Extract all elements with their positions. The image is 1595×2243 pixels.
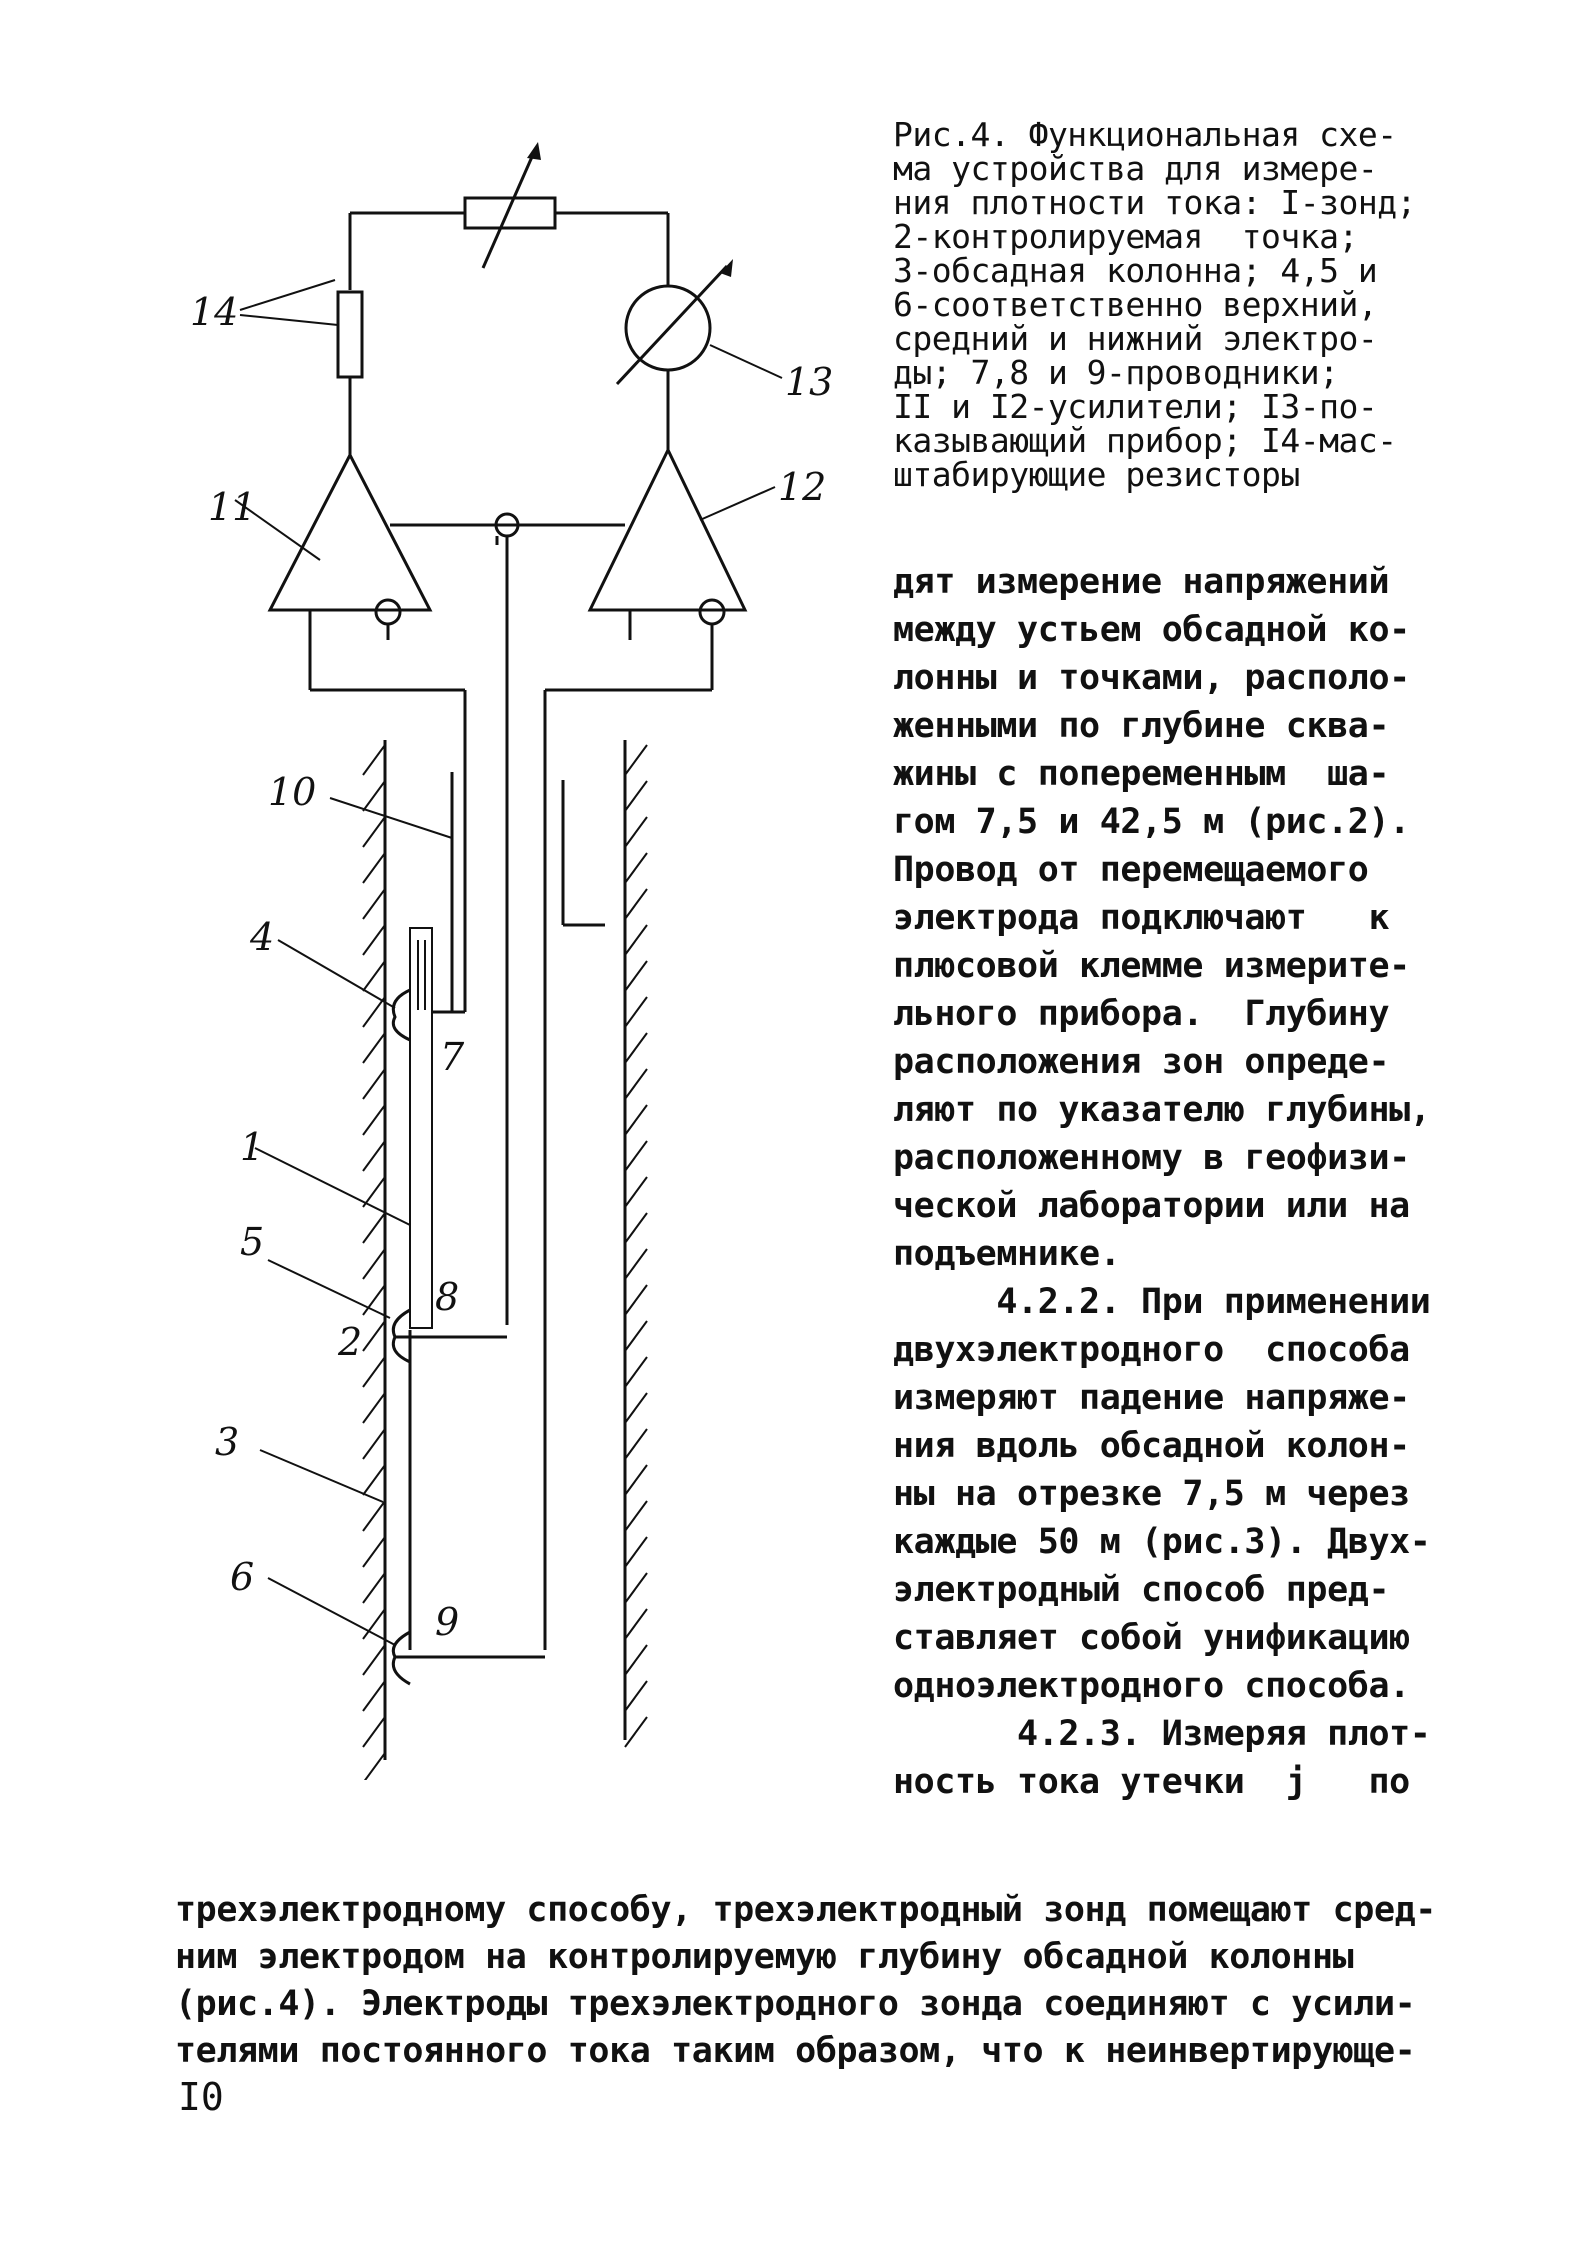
- hatch-mark: [363, 1717, 385, 1747]
- scaling-resistor: [338, 292, 362, 455]
- caption-line: 3-обсадная колонна; 4,5 и: [893, 251, 1378, 290]
- caption-line: ма устройства для измере-: [893, 149, 1378, 188]
- hatch-mark: [625, 1609, 647, 1639]
- casing-left-hatch: [363, 745, 385, 1780]
- caption-line: казывающий прибор; I4-мас-: [893, 421, 1397, 460]
- hatch-mark: [363, 925, 385, 955]
- caption-line: ния плотности тока: I-зонд;: [893, 183, 1416, 222]
- text-line: женными по глубине сква-: [893, 706, 1390, 746]
- text-line: льного прибора. Глубину: [893, 994, 1390, 1034]
- hatch-mark: [625, 817, 647, 847]
- hatch-mark: [625, 1141, 647, 1171]
- hatch-mark: [363, 1105, 385, 1135]
- hatch-mark: [625, 1249, 647, 1279]
- text-line: каждые 50 м (рис.3). Двух-: [893, 1522, 1431, 1562]
- hatch-mark: [625, 1573, 647, 1603]
- hatch-mark: [363, 1753, 385, 1780]
- text-line: расположенному в геофизи-: [893, 1138, 1410, 1178]
- text-line: электродный способ пред-: [893, 1570, 1390, 1610]
- text-line: электрода подключают к: [893, 898, 1390, 938]
- hatch-mark: [363, 1033, 385, 1063]
- label-4: 4: [250, 915, 275, 959]
- hatch-mark: [625, 781, 647, 811]
- label-6: 6: [230, 1555, 255, 1599]
- text-line: расположения зон опреде-: [893, 1042, 1390, 1082]
- label-8: 8: [435, 1275, 460, 1319]
- hatch-mark: [363, 853, 385, 883]
- hatch-mark: [363, 1645, 385, 1675]
- hatch-mark: [363, 1501, 385, 1531]
- text-line: одноэлектродного способа.: [893, 1666, 1410, 1706]
- hatch-mark: [363, 1393, 385, 1423]
- variable-resistor: [465, 142, 555, 268]
- text-line: 4.2.3. Измеряя плот-: [893, 1714, 1431, 1754]
- hatch-mark: [625, 1105, 647, 1135]
- hatch-mark: [625, 1177, 647, 1207]
- text-line: гом 7,5 и 42,5 м (рис.2).: [893, 802, 1410, 842]
- hatch-mark: [363, 889, 385, 919]
- label-7: 7: [440, 1035, 465, 1079]
- hatch-mark: [363, 997, 385, 1027]
- text-line: лонны и точками, располо-: [893, 658, 1410, 698]
- caption-line: 6-соответственно верхний,: [893, 285, 1378, 324]
- hatch-mark: [363, 1213, 385, 1243]
- hatch-mark: [363, 745, 385, 775]
- hatch-mark: [363, 1321, 385, 1351]
- label-12: 12: [778, 465, 827, 509]
- hatch-mark: [625, 1537, 647, 1567]
- hatch-mark: [625, 1429, 647, 1459]
- hatch-mark: [363, 1681, 385, 1711]
- label-10: 10: [268, 770, 317, 814]
- label-9: 9: [435, 1600, 460, 1644]
- hatch-mark: [363, 1357, 385, 1387]
- label-5: 5: [240, 1220, 265, 1264]
- hatch-mark: [363, 961, 385, 991]
- hatch-mark: [363, 1429, 385, 1459]
- hatch-mark: [625, 925, 647, 955]
- hatch-mark: [625, 889, 647, 919]
- hatch-mark: [625, 1681, 647, 1711]
- hatch-mark: [363, 1069, 385, 1099]
- hatch-mark: [625, 1033, 647, 1063]
- meter-instrument: [617, 259, 733, 450]
- hatch-mark: [363, 1249, 385, 1279]
- functional-diagram: [0, 0, 880, 1780]
- hatch-mark: [625, 1285, 647, 1315]
- text-line: трехэлектродному способу, трехэлектродный зонд помещают сред-: [175, 1890, 1436, 1930]
- text-line: двухэлектродного способа: [893, 1330, 1410, 1370]
- hatch-mark: [363, 781, 385, 811]
- text-line: дят измерение напряжений: [893, 562, 1390, 602]
- text-line: ляют по указателю глубины,: [893, 1090, 1431, 1130]
- electrode-4: [393, 990, 410, 1040]
- hatch-mark: [363, 1573, 385, 1603]
- hatch-mark: [625, 1213, 647, 1243]
- full-width-body-text: [175, 1887, 1575, 2075]
- well-right-bracket: [563, 780, 605, 925]
- mid-connection: [390, 514, 625, 1325]
- text-line: измеряют падение напряже-: [893, 1378, 1410, 1418]
- text-line: между устьем обсадной ко-: [893, 610, 1410, 650]
- hatch-mark: [625, 1321, 647, 1351]
- hatch-mark: [625, 961, 647, 991]
- label-13: 13: [785, 360, 834, 404]
- hatch-mark: [625, 1069, 647, 1099]
- hatch-mark: [625, 853, 647, 883]
- caption-line: II и I2-усилители; I3-по-: [893, 387, 1378, 426]
- hatch-mark: [625, 1393, 647, 1423]
- column-body-text: [893, 558, 1553, 1806]
- hatch-mark: [625, 1645, 647, 1675]
- caption-line: Рис.4. Функциональная схе-: [893, 115, 1397, 154]
- figure-caption: [893, 115, 1573, 494]
- caption-line: 2-контролируемая точка;: [893, 217, 1358, 256]
- hatch-mark: [625, 997, 647, 1027]
- caption-line: средний и нижний электро-: [893, 319, 1378, 358]
- hatch-mark: [363, 1141, 385, 1171]
- hatch-mark: [363, 1537, 385, 1567]
- caption-line: штабирующие резисторы: [893, 455, 1300, 494]
- hatch-mark: [363, 1465, 385, 1495]
- text-line: ны на отрезке 7,5 м через: [893, 1474, 1410, 1514]
- text-line: телями постоянного тока таким образом, что к неинвертирующе-: [175, 2031, 1416, 2071]
- text-line: подъемнике.: [893, 1234, 1121, 1274]
- text-line: ставляет собой унификацию: [893, 1618, 1410, 1658]
- text-line: (рис.4). Электроды трехэлектродного зонда соединяют с усили-: [175, 1984, 1416, 2024]
- label-2: 2: [338, 1320, 363, 1364]
- label-11: 11: [208, 485, 257, 529]
- text-line: ния вдоль обсадной колон-: [893, 1426, 1410, 1466]
- text-line: ность тока утечки j по: [893, 1762, 1410, 1802]
- hatch-mark: [625, 1465, 647, 1495]
- hatch-mark: [625, 1357, 647, 1387]
- amplifier-12: [590, 450, 745, 675]
- text-line: плюсовой клемме измерите-: [893, 946, 1410, 986]
- caption-line: ды; 7,8 и 9-проводники;: [893, 353, 1339, 392]
- text-line: жины с попеременным ша-: [893, 754, 1390, 794]
- page-number: I0: [178, 2075, 224, 2119]
- text-line: 4.2.2. При применении: [893, 1282, 1431, 1322]
- hatch-mark: [625, 1501, 647, 1531]
- hatch-mark: [625, 745, 647, 775]
- top-wire: [350, 213, 668, 290]
- text-line: ческой лаборатории или на: [893, 1186, 1410, 1226]
- casing-right-hatch: [625, 745, 647, 1747]
- amplifier-11: [270, 455, 430, 670]
- text-line: Провод от перемещаемого: [893, 850, 1369, 890]
- label-14: 14: [190, 290, 239, 334]
- hatch-mark: [363, 817, 385, 847]
- label-1: 1: [240, 1125, 265, 1169]
- text-line: ним электродом на контролируемую глубину обсадной колонны: [175, 1937, 1354, 1977]
- label-3: 3: [215, 1420, 240, 1464]
- hatch-mark: [625, 1717, 647, 1747]
